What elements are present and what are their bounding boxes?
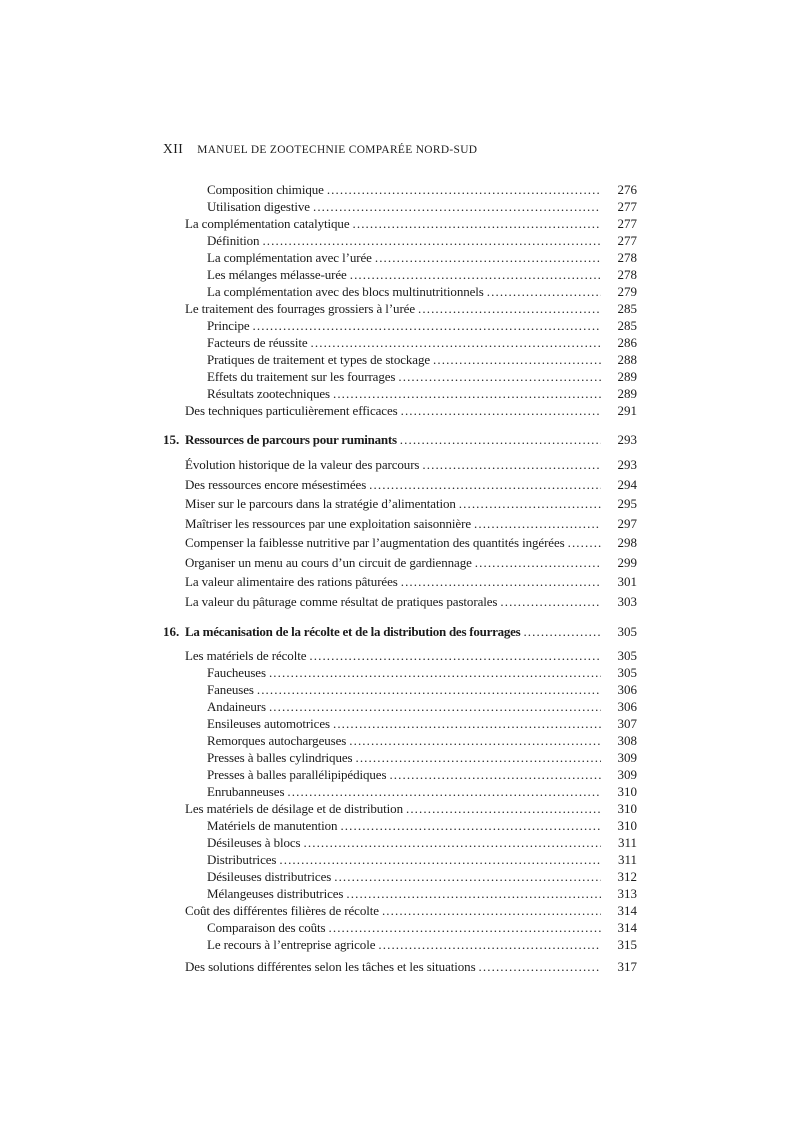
- toc-entry: [163, 698, 637, 715]
- toc-entry: [163, 783, 637, 800]
- folio-page-number: XII: [163, 141, 184, 156]
- dot-leader: [401, 572, 601, 592]
- dot-leader: [269, 698, 601, 715]
- entry-label: Faucheuses: [207, 665, 266, 680]
- dot-leader: [279, 851, 601, 868]
- toc-entry: [163, 958, 637, 975]
- toc-entry: [163, 232, 637, 249]
- dot-leader: [253, 317, 601, 334]
- toc-entry: [163, 749, 637, 766]
- entry-label: Ressources de parcours pour ruminants: [185, 432, 397, 447]
- dot-leader: [257, 681, 601, 698]
- dot-leader: [329, 919, 602, 936]
- dot-leader: [433, 351, 601, 368]
- entry-label: Ensileuses automotrices: [207, 716, 330, 731]
- entry-page-number: 293: [617, 457, 637, 472]
- toc-entry: [163, 868, 637, 885]
- entry-label: Utilisation digestive: [207, 199, 310, 214]
- dot-leader: [400, 431, 601, 448]
- toc-entry: [163, 317, 637, 334]
- entry-label: Compenser la faiblesse nutritive par l’augmentation des quantités ingérées: [185, 535, 565, 550]
- dot-leader: [346, 885, 601, 902]
- dot-leader: [398, 368, 601, 385]
- entry-label: Comparaison des coûts: [207, 920, 326, 935]
- toc-chapter-entry: [163, 431, 637, 448]
- entry-page-number: 315: [617, 937, 637, 952]
- entry-label: Presses à balles parallélipipédiques: [207, 767, 387, 782]
- entry-page-number: 286: [617, 335, 637, 350]
- entry-page-number: 310: [617, 801, 637, 816]
- entry-label: La complémentation avec l’urée: [207, 250, 372, 265]
- dot-leader: [311, 334, 601, 351]
- entry-page-number: 278: [617, 267, 637, 282]
- toc-entry: [163, 553, 637, 573]
- dot-leader: [340, 817, 601, 834]
- table-of-contents: [163, 181, 637, 975]
- entry-page-number: 307: [617, 716, 637, 731]
- entry-page-number: 285: [617, 318, 637, 333]
- toc-entry: [163, 647, 637, 664]
- toc-entry: [163, 368, 637, 385]
- entry-page-number: 308: [617, 733, 637, 748]
- toc-entry: [163, 475, 637, 495]
- dot-leader: [349, 732, 601, 749]
- entry-label: Andaineurs: [207, 699, 266, 714]
- dot-leader: [475, 553, 601, 573]
- entry-page-number: 278: [617, 250, 637, 265]
- entry-page-number: 301: [617, 574, 637, 589]
- toc-entry: [163, 885, 637, 902]
- toc-entry: [163, 715, 637, 732]
- entry-page-number: 289: [617, 386, 637, 401]
- entry-label: Le recours à l’entreprise agricole: [207, 937, 376, 952]
- entry-label: Résultats zootechniques: [207, 386, 330, 401]
- entry-label: Composition chimique: [207, 182, 324, 197]
- entry-page-number: 310: [617, 784, 637, 799]
- entry-label: Désileuses à blocs: [207, 835, 301, 850]
- toc-entry: [163, 681, 637, 698]
- dot-leader: [389, 766, 601, 783]
- entry-page-number: 311: [617, 835, 637, 850]
- dot-leader: [334, 868, 601, 885]
- entry-page-number: 289: [617, 369, 637, 384]
- entry-label: Pratiques de traitement et types de stockage: [207, 352, 431, 367]
- entry-page-number: 312: [617, 869, 637, 884]
- dot-leader: [500, 592, 601, 612]
- dot-leader: [418, 300, 601, 317]
- entry-page-number: 277: [617, 233, 637, 248]
- entry-page-number: 277: [617, 216, 637, 231]
- dot-leader: [333, 715, 601, 732]
- toc-entry: [163, 514, 637, 534]
- toc-entry: [163, 266, 637, 283]
- running-title: MANUEL DE ZOOTECHNIE COMPARÉE NORD-SUD: [197, 144, 478, 156]
- toc-entry: [163, 181, 637, 198]
- entry-page-number: 277: [617, 199, 637, 214]
- entry-label: Des techniques particulièrement efficaces: [185, 403, 398, 418]
- entry-label: Le traitement des fourrages grossiers à l’urée: [185, 301, 416, 316]
- entry-label: Désileuses distributrices: [207, 869, 332, 884]
- dot-leader: [382, 902, 601, 919]
- toc-entry: [163, 732, 637, 749]
- entry-page-number: 291: [617, 403, 637, 418]
- entry-label: Matériels de manutention: [207, 818, 338, 833]
- dot-leader: [479, 958, 601, 975]
- dot-leader: [375, 249, 601, 266]
- toc-entry: [163, 402, 637, 419]
- entry-page-number: 276: [617, 182, 637, 197]
- dot-leader: [353, 215, 602, 232]
- entry-page-number: 311: [617, 852, 637, 867]
- entry-label: Coût des différentes filières de récolte: [185, 903, 379, 918]
- entry-page-number: 298: [617, 535, 637, 550]
- entry-label: Des ressources encore mésestimées: [185, 476, 367, 492]
- toc-entry: [163, 215, 637, 232]
- dot-leader: [474, 514, 601, 534]
- dot-leader: [401, 402, 601, 419]
- toc-entry: [163, 455, 637, 475]
- entry-label: Des solutions différentes selon les tâches et les situations: [185, 959, 476, 974]
- entry-page-number: 285: [617, 301, 637, 316]
- entry-label: La valeur du pâturage comme résultat de pratiques pastorales: [185, 593, 498, 609]
- dot-leader: [568, 533, 601, 553]
- dot-leader: [487, 283, 601, 300]
- entry-page-number: 299: [617, 554, 637, 570]
- dot-leader: [355, 749, 601, 766]
- dot-leader: [287, 783, 601, 800]
- toc-entry: [163, 902, 637, 919]
- entry-page-number: 297: [617, 515, 637, 531]
- entry-label: Principe: [207, 318, 250, 333]
- dot-leader: [309, 647, 601, 664]
- entry-page-number: 288: [617, 352, 637, 367]
- entry-label: Presses à balles cylindriques: [207, 750, 353, 765]
- entry-page-number: 305: [617, 648, 637, 663]
- entry-label: Distributrices: [207, 852, 277, 867]
- dot-leader: [262, 232, 601, 249]
- toc-entry: [163, 334, 637, 351]
- entry-page-number: 306: [617, 682, 637, 697]
- entry-page-number: 314: [617, 920, 637, 935]
- entry-label: La valeur alimentaire des rations pâturées: [185, 574, 398, 589]
- dot-leader: [304, 834, 601, 851]
- page-header: [163, 141, 637, 157]
- toc-entry: [163, 919, 637, 936]
- toc-entry: [163, 300, 637, 317]
- dot-leader: [269, 664, 601, 681]
- toc-entry: [163, 834, 637, 851]
- toc-entry: [163, 351, 637, 368]
- dot-leader: [406, 800, 601, 817]
- entry-page-number: 309: [617, 750, 637, 765]
- entry-label: Facteurs de réussite: [207, 335, 308, 350]
- toc-entry: [163, 385, 637, 402]
- entry-label: Maîtriser les ressources par une exploitation saisonnière: [185, 515, 471, 531]
- toc-entry: [163, 533, 637, 553]
- toc-entry: [163, 851, 637, 868]
- dot-leader: [378, 936, 601, 953]
- entry-page-number: 306: [617, 699, 637, 714]
- entry-label: Les mélanges mélasse-urée: [207, 267, 347, 282]
- toc-chapter-entry: [163, 623, 637, 640]
- entry-label: La mécanisation de la récolte et de la distribution des fourrages: [185, 624, 521, 639]
- entry-page-number: 310: [617, 818, 637, 833]
- dot-leader: [313, 198, 601, 215]
- toc-entry: [163, 494, 637, 514]
- toc-entry: [163, 198, 637, 215]
- dot-leader: [333, 385, 601, 402]
- dot-leader: [459, 494, 601, 514]
- entry-label: Définition: [207, 233, 260, 248]
- entry-page-number: 293: [617, 432, 637, 447]
- entry-page-number: 305: [617, 624, 637, 639]
- entry-page-number: 314: [617, 903, 637, 918]
- entry-page-number: 305: [617, 665, 637, 680]
- entry-label: Effets du traitement sur les fourrages: [207, 369, 396, 384]
- entry-label: Mélangeuses distributrices: [207, 886, 344, 901]
- toc-entry: [163, 800, 637, 817]
- chapter-number: 15.: [163, 432, 180, 447]
- entry-label: Les matériels de récolte: [185, 648, 307, 663]
- entry-page-number: 279: [617, 284, 637, 299]
- entry-label: Miser sur le parcours dans la stratégie d’alimentation: [185, 496, 456, 511]
- dot-leader: [523, 623, 601, 640]
- entry-label: Remorques autochargeuses: [207, 733, 347, 748]
- dot-leader: [350, 266, 601, 283]
- entry-label: Faneuses: [207, 682, 254, 697]
- entry-label: Enrubanneuses: [207, 784, 285, 799]
- entry-label: Les matériels de désilage et de distribution: [185, 801, 403, 816]
- entry-label: La complémentation avec des blocs multinutritionnels: [207, 284, 484, 299]
- entry-label: Évolution historique de la valeur des parcours: [185, 457, 420, 472]
- toc-entry: [163, 766, 637, 783]
- toc-entry: [163, 283, 637, 300]
- dot-leader: [422, 455, 601, 475]
- dot-leader: [369, 475, 601, 495]
- entry-label: La complémentation catalytique: [185, 216, 350, 231]
- entry-page-number: 317: [617, 959, 637, 974]
- toc-entry: [163, 664, 637, 681]
- toc-entry: [163, 592, 637, 612]
- entry-page-number: 294: [617, 476, 637, 492]
- chapter-number: 16.: [163, 624, 180, 639]
- entry-page-number: 295: [617, 496, 637, 511]
- entry-label: Organiser un menu au cours d’un circuit de gardiennage: [185, 554, 472, 570]
- toc-entry: [163, 572, 637, 592]
- entry-page-number: 309: [617, 767, 637, 782]
- entry-page-number: 303: [617, 593, 637, 609]
- toc-entry: [163, 249, 637, 266]
- dot-leader: [327, 181, 601, 198]
- toc-entry: [163, 936, 637, 953]
- toc-entry: [163, 817, 637, 834]
- entry-page-number: 313: [617, 886, 637, 901]
